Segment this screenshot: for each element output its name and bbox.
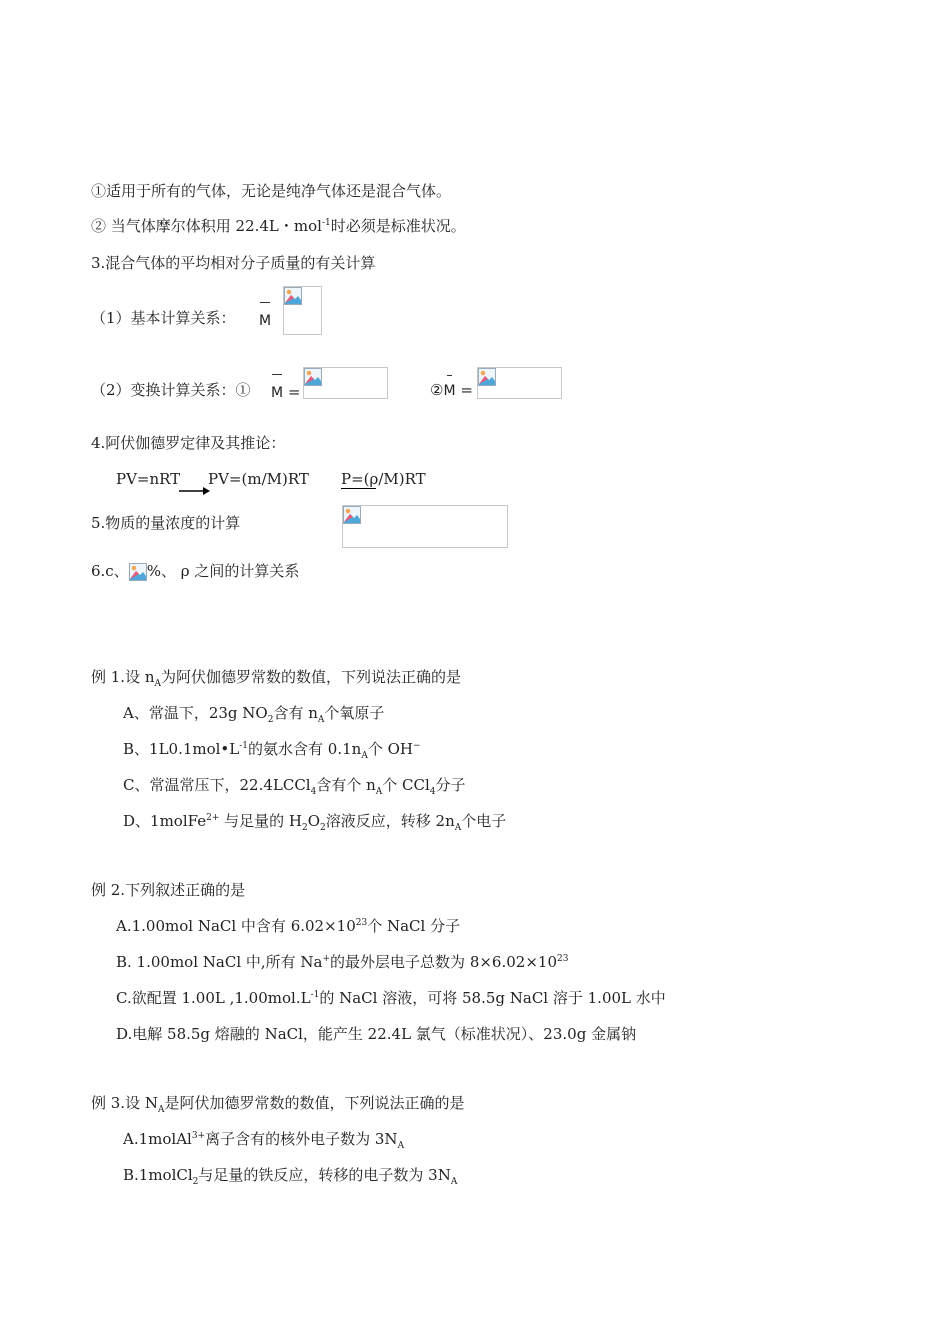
- example-1-option-c: C、常温常压下，22.4LCCl$_4$含有个 $n_A$个 CCl$_4$分子: [123, 776, 466, 797]
- example-3-option-a: A.1molAl$^{3+}$离子含有的核外电子数为 $3N_A$: [123, 1130, 405, 1151]
- example-3-option-b: B.1molCl$_2$与足量的铁反应，转移的电子数为 $3N_A$: [123, 1166, 458, 1187]
- image-icon: [478, 368, 496, 386]
- mean-m-symbol: M: [259, 313, 272, 329]
- example-2-option-c: C.欲配置 1.00L $,1.00mol.L^{-1}$的 NaCl 溶液，可将 58.5g NaCl 溶于 1.00L 水中: [116, 989, 666, 1007]
- note-1: ①适用于所有的气体，无论是纯净气体还是混合气体。: [91, 182, 452, 200]
- note-2: ② 当气体摩尔体积用 22.4L・mol$^{-1}$时必须是标准状况。: [91, 217, 466, 235]
- example-2-option-b: B. 1.00mol NaCl 中,所有 Na+的最外层电子总数为 $8\times 6.02\times 10^{23}$: [116, 953, 569, 971]
- section-3-title: 3.混合气体的平均相对分子质量的有关计算: [91, 254, 376, 272]
- basic-relation-label: （1）基本计算关系：: [91, 309, 236, 327]
- example-3-stem: 例 3.设 $N_A$是阿伏加德罗常数的数值，下列说法正确的是: [91, 1094, 465, 1115]
- formula-pv-mm: PV=(m/M)RT: [208, 470, 309, 488]
- transform-relation-label: （2）变换计算关系：①: [91, 381, 251, 399]
- formula-pv-nrt: PV=nRT: [116, 470, 181, 488]
- section-4-title: 4.阿伏伽德罗定律及其推论：: [91, 434, 286, 452]
- example-1-option-d: D、1molFe$^{2+}$ 与足量的 $H_2O_2$溶液反应，转移 $2n_A$个电子: [123, 812, 507, 833]
- example-1-option-a: A、常温下，23g $NO_2$含有 $n_A$个氧原子: [123, 704, 385, 725]
- example-2-stem: 例 2.下列叙述正确的是: [91, 881, 246, 899]
- formula-image-placeholder-2: [477, 367, 562, 399]
- image-icon: [343, 506, 361, 524]
- example-2-option-d: D.电解 58.5g 熔融的 NaCl，能产生 22.4L 氯气（标准状况）、23.0g 金属钠: [116, 1025, 637, 1043]
- section-5-title: 5.物质的量浓度的计算: [91, 514, 241, 532]
- formula-image-placeholder-1: [303, 367, 388, 399]
- image-icon: [284, 287, 302, 305]
- formula-p-rho: P=(ρ/M)RT: [341, 470, 426, 488]
- example-1-option-b: B、$1L0.1mol•L^{-1}$的氨水含有 $0.1n_A$个 OH−: [123, 740, 421, 761]
- image-icon: [129, 563, 147, 581]
- image-icon: [304, 368, 322, 386]
- formula-image-placeholder: [283, 286, 322, 335]
- mean-m-symbol-1: M =: [271, 383, 301, 401]
- transform-second: ②M =: [430, 381, 473, 399]
- arrow-icon: [179, 485, 211, 497]
- example-2-option-a: A.1.00mol NaCl 中含有 $6.02\times 10^{23}$个 NaCl 分子: [116, 917, 461, 935]
- formula-image-placeholder-3: [342, 505, 508, 548]
- underline-p: [341, 488, 376, 489]
- section-6-title: 6.c、 %、 ρ 之间的计算关系: [91, 562, 300, 580]
- example-1-stem: 例 1.设 $n_A$为阿伏伽德罗常数的数值，下列说法正确的是: [91, 668, 462, 689]
